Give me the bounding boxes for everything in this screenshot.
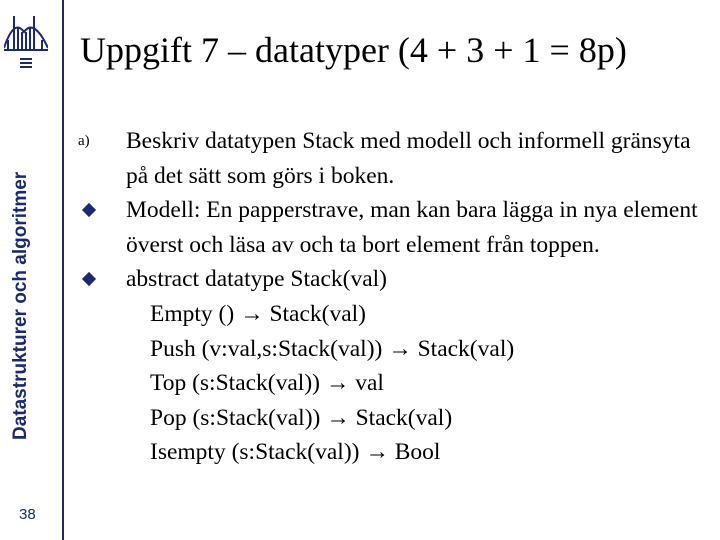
sidebar bbox=[0, 0, 62, 540]
bullet-item-a bbox=[74, 124, 714, 193]
slide-content bbox=[74, 124, 714, 470]
item-text: Modell: En papperstrave, man kan bara lägga in nya element överst och läsa av och ta bort element från toppen. bbox=[126, 197, 698, 258]
sidebar-divider bbox=[62, 0, 64, 540]
bullet-item-interface bbox=[74, 262, 714, 470]
bridge-logo-icon bbox=[4, 10, 48, 76]
slide-title: Uppgift 7 – datatyper (4 + 3 + 1 = 8p) bbox=[80, 30, 627, 70]
diamond-bullet-icon bbox=[82, 272, 96, 286]
page-number: 38 bbox=[19, 506, 36, 523]
code-line-top: Top (s:Stack(val)) → val bbox=[150, 370, 384, 397]
item-text: abstract datatype Stack(val) bbox=[126, 266, 387, 293]
code-line-empty: Empty () → Stack(val) bbox=[150, 300, 367, 327]
diamond-bullet-icon bbox=[82, 203, 96, 217]
item-letter-marker: a) bbox=[78, 133, 90, 149]
code-line-push: Push (v:val,s:Stack(val)) → Stack(val) bbox=[150, 335, 515, 362]
bullet-item-model bbox=[74, 193, 714, 262]
code-line-isempty: Isempty (s:Stack(val)) → Bool bbox=[150, 439, 441, 466]
code-line-pop: Pop (s:Stack(val)) → Stack(val) bbox=[150, 404, 453, 431]
course-title-vertical: Datastrukturer och algoritmer bbox=[10, 171, 31, 440]
item-text: Beskriv datatypen Stack med modell och informell gränsyta på det sätt som görs i boken. bbox=[126, 128, 691, 189]
